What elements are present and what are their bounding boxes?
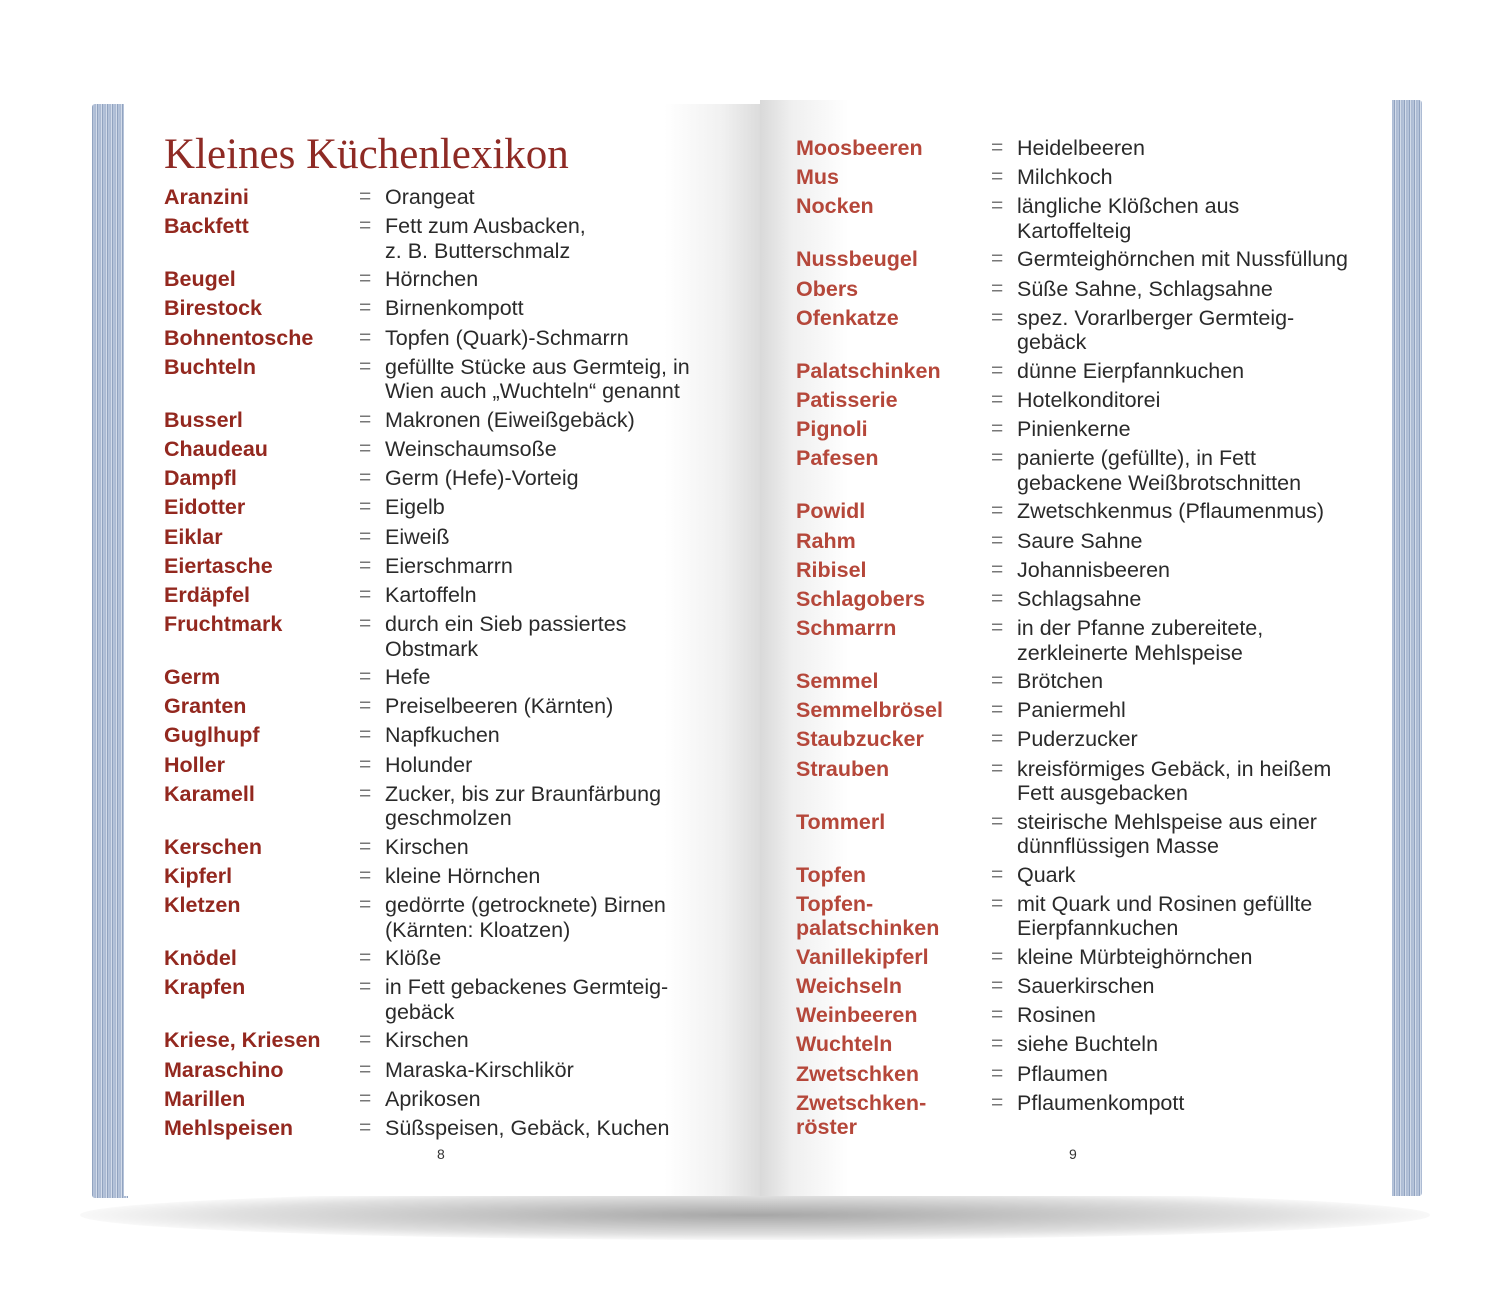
equals-sign: =	[359, 781, 372, 805]
glossary-definition: Saure Sahne	[1017, 528, 1143, 553]
glossary-entry	[164, 437, 724, 462]
glossary-term: Germ	[164, 665, 221, 690]
glossary-entry	[164, 267, 724, 292]
equals-sign: =	[991, 669, 1004, 693]
glossary-definition: in Fett gebackenes Germteig- gebäck	[385, 975, 669, 1024]
equals-sign: =	[359, 582, 372, 606]
glossary-definition: Eierschmarrn	[385, 553, 513, 578]
equals-sign: =	[991, 1003, 1004, 1027]
equals-sign: =	[359, 694, 372, 718]
glossary-term: Fruchtmark	[164, 612, 283, 637]
glossary-definition: Süße Sahne, Schlagsahne	[1017, 276, 1273, 301]
glossary-definition: Rosinen	[1017, 1003, 1096, 1028]
glossary-definition: Klöße	[385, 946, 442, 971]
glossary-entry	[796, 1062, 1366, 1087]
glossary-entry	[796, 306, 1366, 355]
glossary-definition: Brötchen	[1017, 669, 1104, 694]
glossary-definition: kleine Hörnchen	[385, 864, 541, 888]
glossary-definition: Hörnchen	[385, 267, 479, 292]
equals-sign: =	[359, 975, 372, 999]
glossary-term: Backfett	[164, 214, 249, 239]
glossary-definition: Maraska-Kirschlikör	[385, 1057, 574, 1082]
glossary-term: Moosbeeren	[796, 136, 923, 160]
left-glossary-list	[164, 185, 724, 1145]
glossary-entry	[164, 753, 724, 778]
glossary-entry	[164, 1028, 724, 1053]
glossary-term: Mus	[796, 165, 839, 190]
book-shadow	[80, 1190, 1430, 1240]
equals-sign: =	[359, 612, 372, 636]
glossary-entry	[796, 359, 1366, 384]
equals-sign: =	[991, 756, 1004, 780]
glossary-definition: Eiweiß	[385, 524, 450, 549]
glossary-entry	[796, 499, 1366, 524]
glossary-entry	[164, 1116, 724, 1141]
glossary-entry	[164, 525, 724, 550]
glossary-term: Knödel	[164, 946, 237, 971]
equals-sign: =	[359, 665, 372, 689]
glossary-entry	[796, 446, 1366, 495]
glossary-term: Eiertasche	[164, 553, 273, 578]
glossary-term: Granten	[164, 694, 247, 719]
equals-sign: =	[991, 586, 1004, 610]
glossary-term: Rahm	[796, 528, 856, 553]
glossary-definition: Pinienkerne	[1017, 417, 1131, 442]
glossary-term: Pignoli	[796, 417, 868, 442]
glossary-definition: kleine Mürbteighörnchen	[1017, 944, 1253, 969]
equals-sign: =	[359, 752, 372, 776]
glossary-definition: siehe Buchteln	[1017, 1032, 1159, 1057]
equals-sign: =	[359, 214, 372, 238]
glossary-entry	[164, 723, 724, 748]
glossary-entry	[796, 277, 1366, 302]
glossary-definition: Johannisbeeren	[1017, 557, 1171, 582]
equals-sign: =	[991, 305, 1004, 329]
glossary-entry	[796, 810, 1366, 859]
glossary-entry	[796, 529, 1366, 554]
glossary-term: Kipferl	[164, 864, 233, 888]
equals-sign: =	[991, 387, 1004, 411]
glossary-definition: steirische Mehlspeise aus einer dünnflüssigen Masse	[1017, 809, 1317, 859]
glossary-entry	[164, 583, 724, 608]
equals-sign: =	[991, 809, 1004, 833]
glossary-definition: dünne Eierpfannkuchen	[1017, 358, 1245, 383]
equals-sign: =	[991, 616, 1004, 640]
glossary-term: Topfen	[796, 862, 867, 887]
glossary-entry	[796, 247, 1366, 272]
glossary-entry	[164, 214, 724, 263]
glossary-definition: durch ein Sieb passiertes Obstmark	[385, 612, 627, 661]
equals-sign: =	[359, 495, 372, 519]
glossary-term: Beugel	[164, 267, 236, 292]
glossary-term: Staubzucker	[796, 727, 924, 752]
equals-sign: =	[991, 165, 1004, 189]
glossary-definition: Preiselbeeren (Kärnten)	[385, 694, 614, 719]
glossary-term: Patisserie	[796, 387, 898, 412]
glossary-definition: Sauerkirschen	[1017, 974, 1155, 998]
glossary-definition: Hefe	[385, 665, 431, 690]
glossary-definition: in der Pfanne zubereitete, zerkleinerte Mehlspeise	[1017, 616, 1264, 665]
glossary-term: Dampfl	[164, 466, 237, 491]
glossary-entry	[164, 665, 724, 690]
glossary-entry	[796, 1003, 1366, 1028]
glossary-definition: Germteighörnchen mit Nussfüllung	[1017, 247, 1349, 272]
equals-sign: =	[991, 1090, 1004, 1114]
glossary-entry	[164, 296, 724, 321]
glossary-entry	[796, 587, 1366, 612]
glossary-term: Strauben	[796, 756, 890, 781]
glossary-term: Bohnentosche	[164, 325, 314, 350]
equals-sign: =	[359, 185, 372, 208]
glossary-term: Schlagobers	[796, 586, 926, 611]
glossary-entry	[164, 612, 724, 661]
glossary-term: Eidotter	[164, 495, 246, 520]
glossary-entry	[164, 946, 724, 971]
glossary-entry	[164, 466, 724, 491]
glossary-entry	[796, 945, 1366, 970]
glossary-definition: gefüllte Stücke aus Germteig, in Wien auch „Wuchteln“ genannt	[385, 354, 690, 404]
glossary-term: Nocken	[796, 194, 874, 219]
book-page-edges-right	[1390, 100, 1422, 1196]
glossary-entry	[796, 417, 1366, 442]
equals-sign: =	[991, 698, 1004, 722]
glossary-term: Eiklar	[164, 524, 223, 549]
glossary-entry	[796, 558, 1366, 583]
glossary-term: Vanillekipferl	[796, 944, 929, 969]
equals-sign: =	[359, 723, 372, 747]
glossary-term: Marillen	[164, 1086, 246, 1111]
glossary-term: Obers	[796, 276, 859, 301]
glossary-definition: Eigelb	[385, 495, 445, 520]
glossary-definition: Puderzucker	[1017, 727, 1138, 752]
glossary-definition: Weinschaumsoße	[385, 436, 557, 461]
glossary-definition: Napfkuchen	[385, 723, 500, 748]
glossary-entry	[796, 1032, 1366, 1057]
equals-sign: =	[991, 862, 1004, 886]
glossary-definition: Fett zum Ausbacken, z. B. Butterschmalz	[385, 214, 586, 263]
equals-sign: =	[359, 864, 372, 887]
glossary-entry	[796, 616, 1366, 665]
glossary-term: Nussbeugel	[796, 247, 918, 272]
equals-sign: =	[359, 325, 372, 349]
glossary-definition: Topfen (Quark)-Schmarrn	[385, 325, 629, 350]
equals-sign: =	[991, 557, 1004, 581]
glossary-definition: kreisförmiges Gebäck, in heißem Fett ausgebacken	[1017, 756, 1332, 806]
equals-sign: =	[359, 893, 372, 917]
equals-sign: =	[991, 276, 1004, 300]
glossary-entry	[164, 326, 724, 351]
glossary-entry	[796, 136, 1366, 161]
equals-sign: =	[991, 944, 1004, 968]
glossary-term: Wuchteln	[796, 1032, 893, 1057]
equals-sign: =	[991, 417, 1004, 441]
glossary-definition: Süßspeisen, Gebäck, Kuchen	[385, 1115, 670, 1140]
glossary-entry	[164, 355, 724, 404]
equals-sign: =	[359, 1086, 372, 1110]
glossary-term: Palatschinken	[796, 358, 941, 383]
glossary-definition: Holunder	[385, 752, 473, 777]
right-glossary-list	[796, 136, 1366, 1144]
equals-sign: =	[991, 1061, 1004, 1085]
equals-sign: =	[359, 407, 372, 431]
glossary-entry	[164, 408, 724, 433]
glossary-term: Zwetschken	[796, 1061, 920, 1086]
glossary-term: Krapfen	[164, 975, 246, 1000]
equals-sign: =	[359, 553, 372, 577]
glossary-term: Holler	[164, 752, 225, 777]
glossary-term: Mehlspeisen	[164, 1115, 294, 1140]
glossary-definition: Germ (Hefe)-Vorteig	[385, 466, 579, 491]
equals-sign: =	[991, 891, 1004, 915]
glossary-term: Tommerl	[796, 809, 886, 834]
glossary-definition: spez. Vorarlberger Germteig- gebäck	[1017, 305, 1295, 355]
glossary-term: Zwetschken- röster	[796, 1090, 927, 1140]
glossary-entry	[796, 757, 1366, 806]
glossary-definition: Zucker, bis zur Braunfärbung geschmolzen	[385, 781, 662, 831]
glossary-entry	[796, 727, 1366, 752]
glossary-entry	[164, 694, 724, 719]
glossary-definition: Zwetschkenmus (Pflaumenmus)	[1017, 499, 1325, 524]
glossary-term: Ofenkatze	[796, 305, 899, 330]
glossary-entry	[164, 1087, 724, 1112]
glossary-term: Erdäpfel	[164, 582, 251, 607]
glossary-definition: Makronen (Eiweißgebäck)	[385, 407, 635, 432]
glossary-term: Buchteln	[164, 354, 256, 379]
glossary-definition: panierte (gefüllte), in Fett gebackene Weißbrotschnitten	[1017, 446, 1302, 495]
glossary-entry	[164, 1058, 724, 1083]
glossary-term: Weichseln	[796, 974, 902, 998]
equals-sign: =	[359, 436, 372, 460]
glossary-entry	[796, 165, 1366, 190]
equals-sign: =	[359, 466, 372, 490]
glossary-entry	[796, 194, 1366, 243]
glossary-entry	[796, 698, 1366, 723]
glossary-term: Semmelbrösel	[796, 698, 943, 723]
glossary-term: Guglhupf	[164, 723, 260, 748]
equals-sign: =	[359, 267, 372, 291]
glossary-entry	[164, 185, 724, 210]
equals-sign: =	[359, 1115, 372, 1139]
glossary-entry	[796, 892, 1366, 941]
glossary-term: Topfen- palatschinken	[796, 891, 940, 941]
equals-sign: =	[359, 946, 372, 970]
glossary-entry	[164, 782, 724, 831]
glossary-term: Karamell	[164, 781, 255, 806]
glossary-term: Birestock	[164, 296, 262, 321]
glossary-term: Kerschen	[164, 834, 262, 859]
equals-sign: =	[991, 1032, 1004, 1056]
glossary-definition: Heidelbeeren	[1017, 136, 1145, 160]
glossary-term: Chaudeau	[164, 436, 268, 461]
glossary-entry	[164, 864, 724, 889]
glossary-definition: Birnenkompott	[385, 296, 524, 321]
equals-sign: =	[359, 354, 372, 378]
glossary-definition: Pflaumen	[1017, 1061, 1108, 1086]
glossary-definition: Kartoffeln	[385, 582, 477, 607]
glossary-entry	[164, 495, 724, 520]
equals-sign: =	[991, 499, 1004, 523]
glossary-term: Powidl	[796, 499, 866, 524]
equals-sign: =	[991, 194, 1004, 218]
glossary-term: Schmarrn	[796, 616, 897, 641]
glossary-term: Kriese, Kriesen	[164, 1028, 321, 1053]
equals-sign: =	[991, 358, 1004, 382]
equals-sign: =	[359, 296, 372, 320]
equals-sign: =	[991, 446, 1004, 470]
glossary-term: Semmel	[796, 669, 879, 694]
glossary-entry	[796, 388, 1366, 413]
glossary-entry	[164, 835, 724, 860]
glossary-definition: Quark	[1017, 862, 1076, 887]
equals-sign: =	[359, 524, 372, 548]
glossary-entry	[164, 893, 724, 942]
glossary-entry	[796, 974, 1366, 999]
equals-sign: =	[991, 136, 1004, 159]
glossary-entry	[796, 1091, 1366, 1140]
equals-sign: =	[991, 727, 1004, 751]
glossary-term: Aranzini	[164, 185, 249, 209]
glossary-entry	[796, 863, 1366, 888]
glossary-term: Maraschino	[164, 1057, 284, 1082]
glossary-definition: Kirschen	[385, 834, 469, 859]
equals-sign: =	[991, 247, 1004, 271]
glossary-term: Kletzen	[164, 893, 241, 918]
equals-sign: =	[359, 1057, 372, 1081]
glossary-definition: Orangeat	[385, 185, 475, 209]
glossary-definition: mit Quark und Rosinen gefüllte Eierpfannkuchen	[1017, 891, 1313, 941]
glossary-term: Pafesen	[796, 446, 879, 471]
glossary-term: Ribisel	[796, 557, 867, 582]
glossary-definition: gedörrte (getrocknete) Birnen (Kärnten: Kloatzen)	[385, 893, 666, 942]
equals-sign: =	[991, 528, 1004, 552]
glossary-definition: Aprikosen	[385, 1086, 481, 1111]
glossary-entry	[164, 554, 724, 579]
book-page-edges-left	[92, 104, 128, 1198]
glossary-term: Busserl	[164, 407, 243, 432]
page-title: Kleines Küchenlexikon	[164, 131, 569, 178]
glossary-definition: Hotelkonditorei	[1017, 387, 1161, 412]
glossary-definition: Paniermehl	[1017, 698, 1126, 723]
equals-sign: =	[991, 974, 1004, 997]
glossary-definition: Schlagsahne	[1017, 586, 1142, 611]
page-number-right: 9	[1069, 1146, 1077, 1162]
glossary-term: Weinbeeren	[796, 1003, 918, 1028]
page-number-left: 8	[437, 1146, 445, 1162]
glossary-definition: Milchkoch	[1017, 165, 1113, 190]
glossary-definition: längliche Klößchen aus Kartoffelteig	[1017, 194, 1240, 243]
glossary-entry	[796, 669, 1366, 694]
glossary-definition: Kirschen	[385, 1028, 469, 1053]
equals-sign: =	[359, 1028, 372, 1052]
glossary-definition: Pflaumenkompott	[1017, 1090, 1185, 1115]
equals-sign: =	[359, 834, 372, 858]
glossary-entry	[164, 975, 724, 1024]
